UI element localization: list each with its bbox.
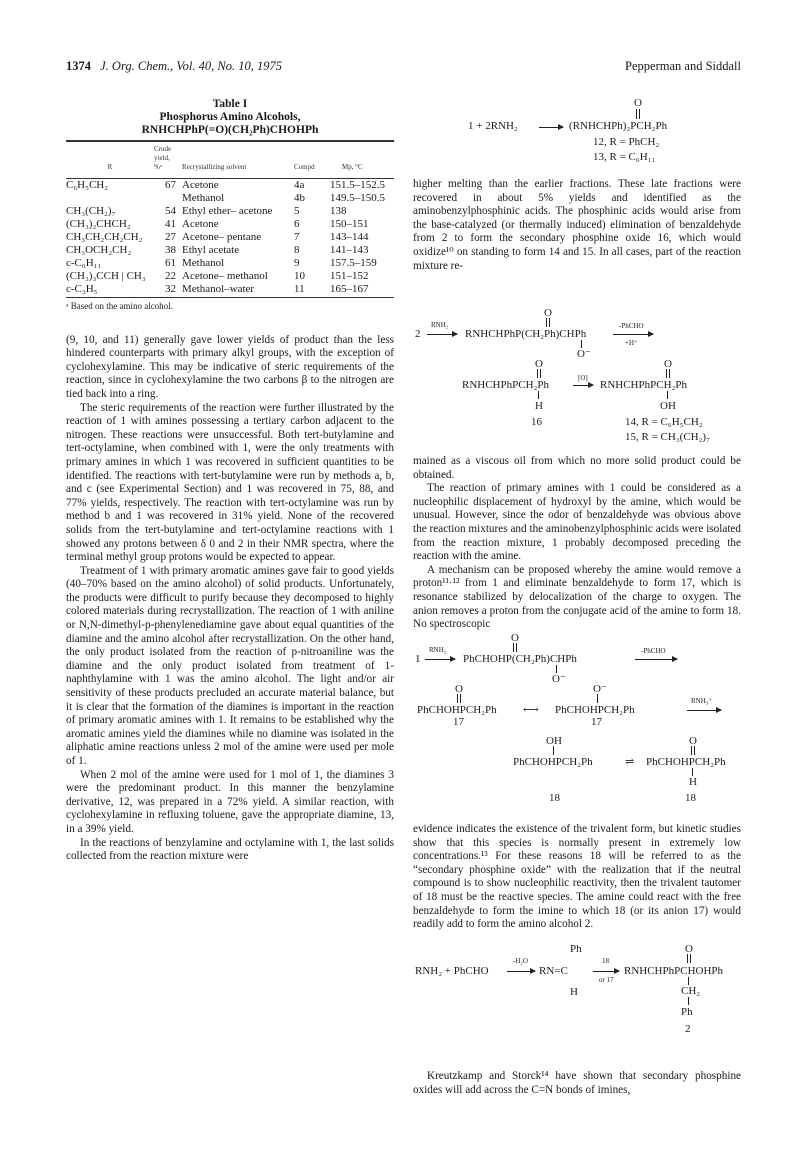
cell-solvent: Methanol — [182, 192, 225, 204]
scheme1-line13: 13, R = C₆H₁₁ — [593, 151, 656, 163]
cell-compd: 6 — [294, 218, 300, 230]
scheme2-bond-ominus — [581, 340, 582, 348]
scheme1-o: O — [634, 97, 642, 109]
cell-r: CH₃OCH₂CH₂ — [66, 244, 132, 256]
table-caption — [66, 98, 394, 137]
scheme2-o-top: O — [544, 307, 552, 319]
cell-solvent: Acetone– pentane — [182, 231, 262, 243]
scheme3-resonance: ⟷ — [523, 704, 539, 716]
cell-r: C₆H₅CH₂ — [66, 179, 109, 191]
right-paragraph-5: evidence indicates the existence of the trivalent form, but kinetic studies show that this species is normally present in extremely low concentrations.¹³ For these reasons 18 will be referred to as the “secondary phosphine oxide” with the realization that if the neutral compound is to show nucleophilic reactivity, then the trivalent tautomer of 18 must be the reactive species. The amine could react with the free benzaldehyde to form the imine to which 18 (or its anion 17) would readily add to form the amino alcohol 2. — [413, 823, 741, 931]
scheme2-double-bond-top — [546, 318, 550, 327]
scheme4-n2: 2 — [685, 1023, 691, 1035]
table-body — [66, 179, 394, 297]
left-paragraph: The steric requirements of the reaction were further illustrated by the reaction of 1 with amines possessing a tertiary carbon adjacent to the nitrogen. These reactions were unsuccessful. Both tert-butylamine and tert-octylamine, when combined with 1, were the only treatments with primary amines in which 1 was recovered in sufficient quantities to be identified. The reactions with tert-butylamine were run by methods a, b, and c (see Experimental Section) and 1 was recovered in 75, 88, and 77% yields, respectively. The reaction with tert-octylamine was run by method b and 1 was recovered in 31% yield. None of the recovered solids from the tert-butylamine and tert-octylamine reactions with 1 showed any protons between δ 0 and 2 in their NMR spectra, where the terminal methyl group protons would be expected to appear. — [66, 401, 394, 564]
cell-solvent: Ethyl acetate — [182, 244, 240, 256]
scheme3-a: PhCHOHPCH₂Ph — [417, 704, 497, 716]
left-paragraph: When 2 mol of the amine were used for 1 mol of 1, the diamines 3 were the predominant product. In this manner the benzylamine derivative, 12, was prepared in a 72% yield. A similar reaction, with cyclohexylamine in refluxing toluene, gave the appropriate diamine, 13, in a 39% yield. — [66, 768, 394, 835]
cell-r: CH₃CH₂CH₂CH₂ — [66, 231, 143, 243]
cell-compd: 5 — [294, 205, 300, 217]
scheme2-arrow1 — [427, 334, 457, 335]
table-row — [66, 283, 394, 296]
scheme-2b — [413, 358, 741, 448]
cell-solvent: Ethyl ether– acetone — [182, 205, 273, 217]
cell-yield: 27 — [165, 231, 176, 243]
cell-compd: 11 — [294, 283, 305, 295]
cell-r: c-C₆H₁₁ — [66, 257, 102, 269]
scheme3-o-top: O — [511, 632, 519, 644]
cell-mp: 151.5–152.5 — [330, 179, 385, 191]
scheme-1 — [413, 97, 741, 167]
page-header — [66, 59, 741, 74]
col-header-mp: Mp, °C — [342, 163, 363, 171]
scheme2-oxid: [O] — [578, 374, 588, 382]
cell-mp: 141–143 — [330, 244, 369, 256]
scheme2-left: RNHCHPhPCH₂Ph — [462, 379, 549, 391]
scheme3-o-d: O — [689, 735, 697, 747]
journal-citation: J. Org. Chem., Vol. 40, No. 10, 1975 — [100, 59, 282, 73]
cell-yield: 61 — [165, 257, 176, 269]
scheme2-bond-oh — [667, 391, 668, 399]
scheme3-reagent2: -PhCHO — [641, 647, 666, 655]
left-body-text — [66, 334, 394, 864]
scheme1-product: (RNHCHPh)₂PCH₂Ph — [569, 120, 668, 132]
scheme2-bond-h — [538, 391, 539, 399]
scheme4-h: H — [570, 986, 578, 998]
right-paragraph-4: A mechanism can be proposed whereby the amine would remove a proton¹¹·¹² from 1 and eliminate benzaldehyde to form 17, which is resonance stabilized by delocalization of the charge to oxygen. The anion removes a proton from the conjugate acid of the amine to form 18. No spectroscopic — [413, 563, 741, 631]
scheme2-right: RNHCHPhPCH₂Ph — [600, 379, 687, 391]
scheme3-oh: OH — [546, 735, 562, 747]
table-row — [66, 218, 394, 231]
scheme4-reagent2a: 18 — [602, 957, 609, 965]
scheme2-double-bond-right — [666, 369, 670, 378]
scheme2-h: H — [535, 400, 543, 412]
cell-solvent: Acetone — [182, 218, 219, 230]
scheme2-reagent1: RNH₂ — [431, 321, 449, 329]
scheme-3 — [413, 632, 741, 812]
cell-mp: 143–144 — [330, 231, 369, 243]
table — [66, 141, 394, 296]
scheme2-n15: 15, R = CH₃(CH₂)₇ — [625, 431, 710, 443]
table-formula: RNHCHPhP(=O)(CH₂Ph)CHOHPh — [141, 124, 319, 136]
scheme3-intermediate: PhCHOHP(CH₂Ph)CHPh — [463, 653, 577, 665]
scheme3-double-bond-d — [691, 746, 695, 755]
cell-compd: 8 — [294, 244, 300, 256]
cell-r: (CH₃)₂CHCH₂ — [66, 218, 131, 230]
cell-mp: 151–152 — [330, 270, 369, 282]
scheme4-product: RNHCHPhPCHOHPh — [624, 965, 724, 977]
scheme3-n18a: 18 — [549, 792, 560, 804]
scheme3-o-a: O — [455, 683, 463, 695]
cell-yield: 38 — [165, 244, 176, 256]
scheme2-reagent2b: +H⁺ — [625, 339, 638, 347]
table-row — [66, 231, 394, 244]
table-footnote: ᵃ Based on the amino alcohol. — [66, 297, 394, 314]
scheme4-ch2: CH₂ — [681, 985, 701, 997]
scheme3-bond-b — [597, 694, 598, 703]
table-row — [66, 192, 394, 205]
cell-r: c-C₃H₅ — [66, 283, 98, 295]
cell-yield: 67 — [165, 179, 176, 191]
scheme2-intermediate: RNHCHPhP(CH₂Ph)CHPh — [465, 328, 587, 340]
scheme4-lhs: RNH₂ + PhCHO — [415, 965, 489, 977]
col-header-yield: Crude yield, %ᵃ — [154, 145, 172, 171]
cell-yield: 41 — [165, 218, 176, 230]
right-paragraph-6: Kreutzkamp and Storck¹⁴ have shown that secondary phosphine oxides will add across the C=N bonds of imines, — [413, 1070, 741, 1096]
scheme4-bond-ch2 — [688, 977, 689, 985]
right-paragraph-2: mained as a viscous oil from which no more solid product could be obtained. — [413, 455, 741, 481]
scheme2-ominus: O⁻ — [577, 348, 591, 360]
cell-compd: 4b — [294, 192, 305, 204]
scheme4-bond-ph — [688, 997, 689, 1005]
scheme3-d: PhCHOHPCH₂Ph — [646, 756, 726, 768]
cell-mp: 138 — [330, 205, 347, 217]
page-number: 1374 — [66, 59, 91, 73]
scheme1-line12: 12, R = PhCH₂ — [593, 136, 660, 148]
left-paragraph: (9, 10, and 11) generally gave lower yields of product than the less hindered counterparts with primary alkyl groups, with the exception of cyclohexylamine. This may be indicative of steric requirements of the reaction, since in cyclohexylamine the two carbons β to the nitrogen are tied back into a ring. — [66, 333, 394, 400]
scheme3-equilibrium: ⇌ — [625, 756, 635, 768]
cell-mp: 165–167 — [330, 283, 369, 295]
scheme3-c: PhCHOHPCH₂Ph — [513, 756, 593, 768]
cell-solvent: Acetone — [182, 179, 219, 191]
table-row — [66, 179, 394, 193]
table-label: Table I — [212, 98, 248, 110]
scheme3-start: 1 — [415, 653, 421, 665]
cell-mp: 157.5–159 — [330, 257, 377, 269]
scheme2-o-right: O — [664, 358, 672, 370]
scheme3-n17a: 17 — [453, 716, 464, 728]
scheme3-reagent1: RNH₂ — [429, 646, 447, 654]
scheme3-reagent3: RNH₃⁺ — [691, 697, 712, 705]
scheme4-ph: Ph — [570, 943, 582, 955]
scheme3-bond-h — [692, 768, 693, 776]
table-title: Phosphorus Amino Alcohols, — [159, 111, 301, 123]
table-header-row — [66, 142, 394, 179]
scheme3-h: H — [689, 776, 697, 788]
scheme2-o-left: O — [535, 358, 543, 370]
cell-yield: 22 — [165, 270, 176, 282]
cell-r: CH₃(CH₂)₇ — [66, 205, 116, 217]
cell-mp: 150–151 — [330, 218, 369, 230]
scheme4-ph2: Ph — [681, 1006, 693, 1018]
scheme3-arrow3 — [687, 710, 721, 711]
cell-r — [66, 192, 154, 205]
scheme4-imine: RN=C — [539, 965, 568, 977]
cell-compd: 4a — [294, 179, 305, 191]
scheme3-arrow2 — [635, 659, 677, 660]
right-paragraph-3: The reaction of primary amines with 1 could be considered as a nucleophilic displacement of hydroxyl by the amine, which would be unusual. However, since the odor of benzaldehyde was obvious above the reaction mixtures and the aminobenzylphosphinic acids were isolated from the reaction mixture, 1 probably decomposed preceding the reaction with the amine. — [413, 482, 741, 563]
scheme3-double-bond-top — [513, 643, 517, 652]
scheme3-n17b: 17 — [591, 716, 602, 728]
cell-compd: 9 — [294, 257, 300, 269]
scheme3-bond-ominus — [556, 665, 557, 673]
scheme4-arrow2 — [593, 971, 619, 972]
cell-compd: 10 — [294, 270, 305, 282]
scheme3-ominus: O⁻ — [552, 673, 566, 685]
table-row — [66, 257, 394, 270]
col-header-compd: Compd — [294, 163, 315, 171]
scheme1-lhs: 1 + 2RNH₂ — [468, 120, 518, 132]
table-row — [66, 270, 394, 283]
scheme3-bond-c — [553, 746, 554, 755]
scheme3-double-bond-a — [457, 694, 461, 703]
scheme2-n14: 14, R = C₆H₅CH₂ — [625, 416, 703, 428]
scheme2-double-bond-left — [537, 369, 541, 378]
scheme4-reagent1: -H₂O — [513, 957, 528, 965]
cell-mp: 149.5–150.5 — [330, 192, 385, 204]
scheme2-n16: 16 — [531, 416, 542, 428]
left-paragraph: Treatment of 1 with primary aromatic amines gave fair to good yields (40–70% based on the amino alcohol) of solid products. Unfortunately, the products were difficult to purify because they decomposed to highly colored materials during recrystallization. The reaction of 1 with aniline or N,N-dimethyl-p-phenylenediamine gave about equal quantities of the diamine and the amino alcohol after recrystallization. On the other hand, the only product isolated from the reaction of p-nitroaniline was the diamine and the only product isolated from treatment of 1-naphthylamine with 1 was the amino alcohol. The light and/or air sensitivity of these products precluded an accurate material balance, but it is clear that the formation of the diamines is important in the reaction of primary aromatic amines with 1. It remains to be established why the aromatic amines yield the diamines while no diamine was isolated in the aliphatic amine reactions unless 2 mol of the amine were used per mole of 1. — [66, 564, 394, 767]
cell-solvent: Acetone– methanol — [182, 270, 268, 282]
cell-solvent: Methanol–water — [182, 283, 255, 295]
scheme4-o: O — [685, 943, 693, 955]
authors: Pepperman and Siddall — [625, 59, 741, 73]
cell-yield — [154, 192, 182, 205]
col-header-solvent: Recrystallizing solvent — [182, 163, 247, 171]
table-row — [66, 244, 394, 257]
scheme3-n18b: 18 — [685, 792, 696, 804]
scheme2-start: 2 — [415, 328, 421, 340]
left-paragraph: In the reactions of benzylamine and octylamine with 1, the last solids collected from the reaction mixture were — [66, 836, 394, 863]
scheme3-ominus-b: O⁻ — [593, 683, 607, 695]
scheme1-double-bond — [636, 109, 640, 119]
scheme4-arrow1 — [507, 971, 535, 972]
cell-r: (CH₃)₃CCH | CH₃ — [66, 270, 146, 282]
cell-yield: 54 — [165, 205, 176, 217]
scheme3-b: PhCHOHPCH₂Ph — [555, 704, 635, 716]
right-paragraph-1: higher melting than the earlier fractions. These late fractions were recovered in about 5% yields and identified as the aminobenzylphosphinic acids. The phosphinic acids would arise from the base-catalyzed (or thermally induced) elimination of benzaldehyde from 2 to form the secondary phosphine oxide 16, which would oxidize¹⁰ on standing to form 14 and 15. In all cases, part of the reaction mixture re- — [413, 178, 741, 272]
cell-solvent: Methanol — [182, 257, 225, 269]
right-paragraphs-2-4 — [413, 455, 741, 632]
scheme4-double-bond — [687, 954, 691, 963]
scheme2-oh: OH — [660, 400, 676, 412]
scheme2-arrow2 — [613, 334, 653, 335]
scheme2-arrow3 — [573, 385, 593, 386]
scheme-4 — [413, 943, 741, 1055]
table-row — [66, 205, 394, 218]
scheme3-arrow1 — [425, 659, 455, 660]
scheme2-reagent2a: -PhCHO — [619, 322, 644, 330]
scheme4-reagent2b: or 17 — [599, 976, 614, 984]
left-column — [66, 98, 394, 864]
col-header-r: R — [107, 163, 113, 171]
cell-yield: 32 — [165, 283, 176, 295]
cell-compd: 7 — [294, 231, 300, 243]
scheme1-arrow — [539, 127, 563, 128]
